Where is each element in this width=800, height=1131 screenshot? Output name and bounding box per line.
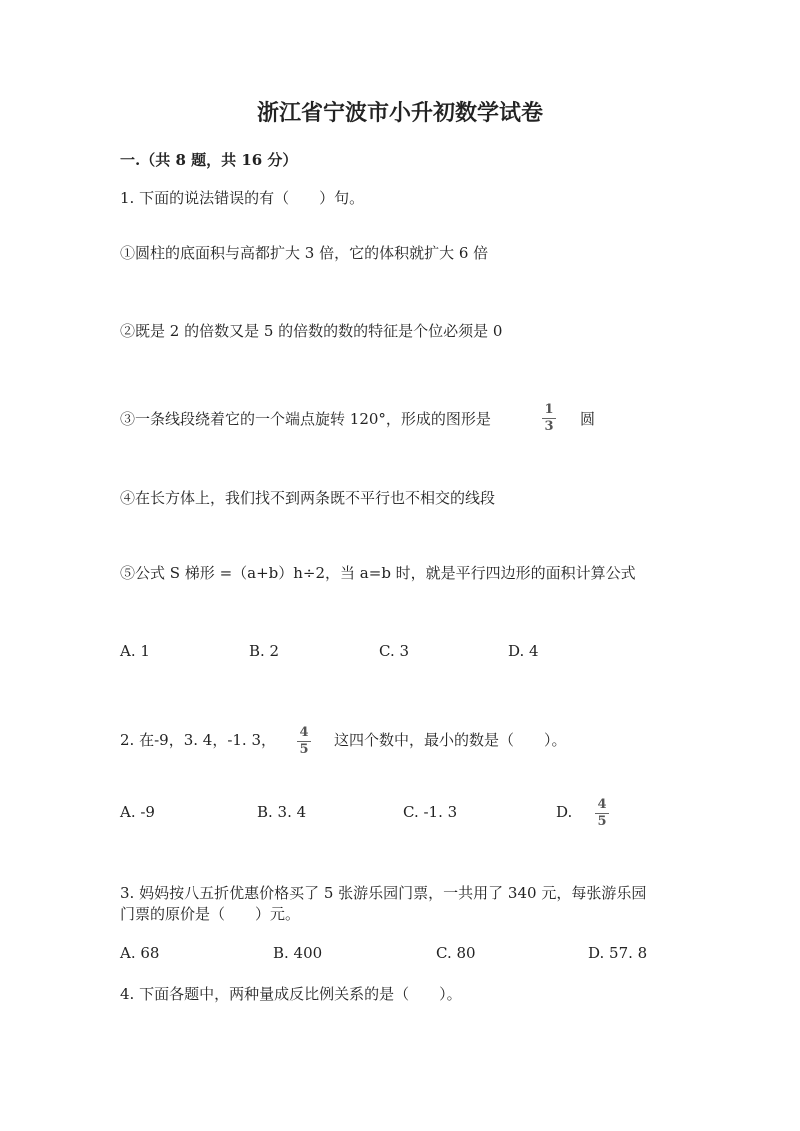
question-1-option-b: B. 2 [249, 642, 280, 660]
question-1-statement-1: ①圆柱的底面积与高都扩大 3 倍，它的体积就扩大 6 倍 [120, 244, 489, 262]
question-1-option-d: D. 4 [508, 642, 539, 660]
question-4-stem: 4. 下面各题中，两种量成反比例关系的是（ ）。 [120, 985, 462, 1003]
question-2-option-b: B. 3. 4 [257, 803, 307, 821]
question-3-option-c: C. 80 [436, 944, 476, 962]
fraction-one-third [541, 403, 557, 434]
question-1-statement-4: ④在长方体上，我们找不到两条既不平行也不相交的线段 [120, 489, 496, 507]
page-title: 浙江省宁波市小升初数学试卷 [256, 100, 543, 126]
fraction-numerator: 1 [544, 402, 554, 417]
question-3-option-a: A. 68 [120, 944, 160, 962]
section-heading: 一.（共 8 题，共 16 分） [120, 151, 298, 169]
question-3-option-d: D. 57. 8 [588, 944, 648, 962]
question-1-stem: 1. 下面的说法错误的有（ ）句。 [120, 189, 365, 207]
fraction-denominator: 5 [597, 814, 607, 829]
question-2-option-c: C. -1. 3 [403, 803, 458, 821]
question-3-stem-line-1: 3. 妈妈按八五折优惠价格买了 5 张游乐园门票，一共用了 340 元，每张游乐园 [120, 884, 647, 902]
fraction-numerator: 4 [597, 797, 607, 812]
fraction-denominator: 3 [544, 419, 554, 434]
question-2-option-d: D. [556, 803, 573, 821]
option-d-fraction [594, 798, 610, 829]
question-1-statement-5: ⑤公式 S 梯形 =（a+b）h÷2，当 a=b 时，就是平行四边形的面积计算公式 [120, 564, 636, 582]
question-1-option-a: A. 1 [120, 642, 150, 660]
question-2-stem: 2. 在-9，3. 4，-1. 3， [120, 731, 277, 749]
fraction-four-fifths [296, 726, 312, 757]
fraction-numerator: 4 [299, 725, 309, 740]
question-1-statement-2: ②既是 2 的倍数又是 5 的倍数的数的特征是个位必须是 0 [120, 322, 503, 340]
question-2-stem-end: 这四个数中，最小的数是（ ）。 [334, 731, 567, 749]
question-1-statement-3-end: 圆 [580, 410, 596, 428]
question-3-option-b: B. 400 [273, 944, 323, 962]
question-1-option-c: C. 3 [379, 642, 410, 660]
fraction-denominator: 5 [299, 742, 309, 757]
question-1-statement-3: ③一条线段绕着它的一个端点旋转 120°，形成的图形是 [120, 410, 491, 428]
question-2-option-a: A. -9 [120, 803, 155, 821]
question-3-stem-line-2: 门票的原价是（ ）元。 [120, 905, 301, 923]
